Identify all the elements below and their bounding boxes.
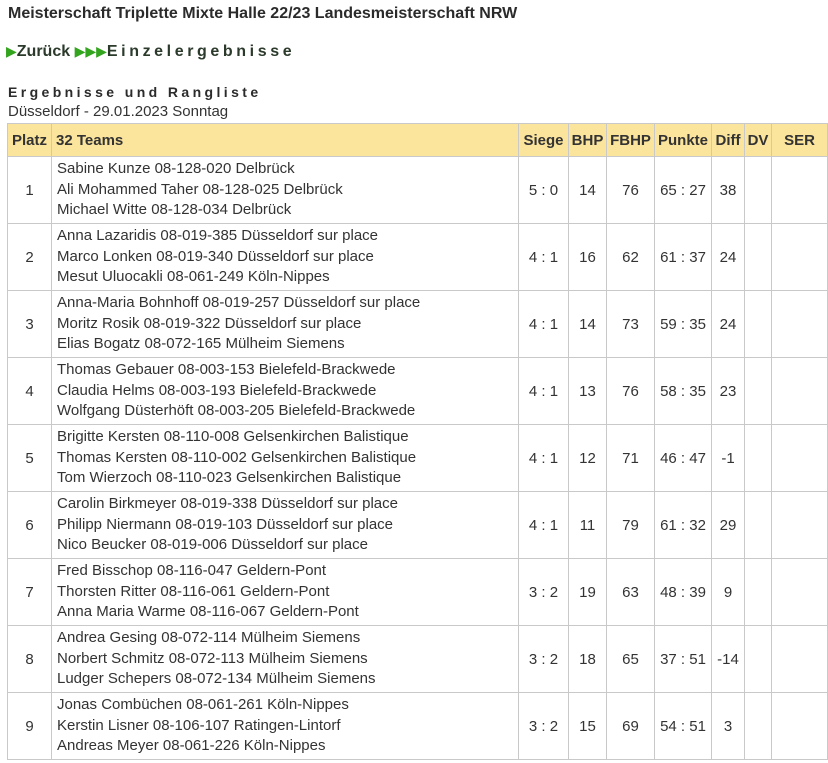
- player-entry: Anna Maria Warme 08-116-067 Geldern-Pont: [57, 603, 359, 621]
- cell-ser: [772, 693, 828, 760]
- cell-ser: [772, 291, 828, 358]
- cell-punkte: 61 : 37: [655, 224, 712, 291]
- header-bhp[interactable]: BHP: [569, 124, 607, 157]
- cell-bhp: 14: [569, 157, 607, 224]
- player-entry: Kerstin Lisner 08-106-107 Ratingen-Lintorf: [57, 716, 341, 734]
- cell-players: [52, 157, 519, 224]
- player-entry: Carolin Birkmeyer 08-019-338 Düsseldorf sur place: [57, 495, 398, 513]
- cell-diff: 24: [712, 291, 745, 358]
- cell-players: [52, 291, 519, 358]
- player-entry: Moritz Rosik 08-019-322 Düsseldorf sur place: [57, 314, 362, 332]
- table-row: [8, 626, 828, 693]
- cell-diff: -14: [712, 626, 745, 693]
- header-dv[interactable]: DV: [745, 124, 772, 157]
- cell-punkte: 54 : 51: [655, 693, 712, 760]
- player-entry: Nico Beucker 08-019-006 Düsseldorf sur place: [57, 536, 368, 554]
- player-entry: Fred Bisschop 08-116-047 Geldern-Pont: [57, 562, 327, 580]
- cell-punkte: 59 : 35: [655, 291, 712, 358]
- cell-platz: 5: [8, 425, 52, 492]
- player-entry: Jonas Combüchen 08-061-261 Köln-Nippes: [57, 696, 349, 714]
- cell-siege: 4 : 1: [519, 224, 569, 291]
- cell-punkte: 37 : 51: [655, 626, 712, 693]
- cell-fbhp: 63: [607, 559, 655, 626]
- player-entry: Ali Mohammed Taher 08-128-025 Delbrück: [57, 180, 343, 198]
- page-title: Meisterschaft Triplette Mixte Halle 22/23 Landesmeisterschaft NRW: [8, 5, 518, 22]
- player-entry: Michael Witte 08-128-034 Delbrück: [57, 201, 292, 219]
- cell-platz: 4: [8, 358, 52, 425]
- cell-dv: [745, 157, 772, 224]
- player-entry: Thomas Kersten 08-110-002 Gelsenkirchen Balistique: [57, 448, 417, 466]
- cell-siege: 4 : 1: [519, 492, 569, 559]
- cell-players: [52, 559, 519, 626]
- cell-diff: 29: [712, 492, 745, 559]
- table-header-row: [8, 124, 828, 157]
- cell-ser: [772, 358, 828, 425]
- table-row: [8, 157, 828, 224]
- cell-ser: [772, 559, 828, 626]
- player-entry: Tom Wierzoch 08-110-023 Gelsenkirchen Balistique: [57, 469, 402, 487]
- header-ser[interactable]: SER: [772, 124, 828, 157]
- cell-fbhp: 76: [607, 157, 655, 224]
- play-arrow-icon: ▶: [6, 43, 17, 59]
- venue-date: Düsseldorf - 29.01.2023 Sonntag: [8, 103, 229, 120]
- cell-diff: 24: [712, 224, 745, 291]
- player-entry: Sabine Kunze 08-128-020 Delbrück: [57, 160, 295, 178]
- cell-ser: [772, 157, 828, 224]
- header-teams[interactable]: 32 Teams: [52, 124, 519, 157]
- cell-punkte: 65 : 27: [655, 157, 712, 224]
- cell-siege: 4 : 1: [519, 291, 569, 358]
- cell-platz: 1: [8, 157, 52, 224]
- cell-ser: [772, 492, 828, 559]
- header-siege[interactable]: Siege: [519, 124, 569, 157]
- cell-dv: [745, 291, 772, 358]
- table-row: [8, 693, 828, 760]
- cell-platz: 6: [8, 492, 52, 559]
- player-entry: Wolfgang Düsterhöft 08-003-205 Bielefeld-Brackwede: [57, 402, 416, 420]
- player-entry: Mesut Uluocakli 08-061-249 Köln-Nippes: [57, 268, 330, 286]
- cell-diff: 23: [712, 358, 745, 425]
- cell-bhp: 13: [569, 358, 607, 425]
- cell-players: [52, 358, 519, 425]
- cell-dv: [745, 559, 772, 626]
- cell-players: [52, 693, 519, 760]
- cell-platz: 8: [8, 626, 52, 693]
- cell-diff: -1: [712, 425, 745, 492]
- cell-players: [52, 626, 519, 693]
- cell-siege: 3 : 2: [519, 559, 569, 626]
- cell-bhp: 19: [569, 559, 607, 626]
- cell-platz: 7: [8, 559, 52, 626]
- cell-bhp: 11: [569, 492, 607, 559]
- cell-diff: 3: [712, 693, 745, 760]
- cell-players: [52, 224, 519, 291]
- cell-siege: 5 : 0: [519, 157, 569, 224]
- ranking-table: [7, 123, 828, 760]
- player-entry: Elias Bogatz 08-072-165 Mülheim Siemens: [57, 335, 345, 353]
- cell-dv: [745, 693, 772, 760]
- cell-punkte: 58 : 35: [655, 358, 712, 425]
- cell-fbhp: 69: [607, 693, 655, 760]
- cell-punkte: 61 : 32: [655, 492, 712, 559]
- cell-dv: [745, 425, 772, 492]
- cell-bhp: 16: [569, 224, 607, 291]
- single-results-link[interactable]: Einzelergebnisse: [106, 43, 296, 60]
- cell-bhp: 14: [569, 291, 607, 358]
- cell-ser: [772, 626, 828, 693]
- player-entry: Andrea Gesing 08-072-114 Mülheim Siemens: [57, 629, 361, 647]
- player-entry: Andreas Meyer 08-061-226 Köln-Nippes: [57, 737, 326, 755]
- cell-fbhp: 65: [607, 626, 655, 693]
- table-row: [8, 492, 828, 559]
- cell-fbhp: 73: [607, 291, 655, 358]
- cell-platz: 3: [8, 291, 52, 358]
- cell-punkte: 46 : 47: [655, 425, 712, 492]
- cell-dv: [745, 626, 772, 693]
- player-entry: Norbert Schmitz 08-072-113 Mülheim Siemens: [57, 649, 368, 667]
- player-entry: Ludger Schepers 08-072-134 Mülheim Siemens: [57, 670, 376, 688]
- cell-players: [52, 425, 519, 492]
- player-entry: Thomas Gebauer 08-003-153 Bielefeld-Brackwede: [57, 361, 396, 379]
- player-entry: Anna-Maria Bohnhoff 08-019-257 Düsseldorf sur place: [57, 294, 421, 312]
- header-platz[interactable]: Platz: [8, 124, 52, 157]
- cell-fbhp: 79: [607, 492, 655, 559]
- header-diff[interactable]: Diff: [712, 124, 745, 157]
- table-row: [8, 358, 828, 425]
- cell-ser: [772, 224, 828, 291]
- cell-punkte: 48 : 39: [655, 559, 712, 626]
- table-row: [8, 224, 828, 291]
- triple-arrow-icon: ▶▶▶: [74, 43, 107, 59]
- cell-bhp: 18: [569, 626, 607, 693]
- cell-fbhp: 76: [607, 358, 655, 425]
- cell-siege: 3 : 2: [519, 693, 569, 760]
- cell-platz: 2: [8, 224, 52, 291]
- player-entry: Marco Lonken 08-019-340 Düsseldorf sur place: [57, 247, 374, 265]
- cell-dv: [745, 492, 772, 559]
- back-link[interactable]: Zurück: [16, 43, 71, 60]
- player-entry: Philipp Niermann 08-019-103 Düsseldorf sur place: [57, 515, 394, 533]
- cell-dv: [745, 224, 772, 291]
- cell-dv: [745, 358, 772, 425]
- table-row: [8, 291, 828, 358]
- cell-siege: 3 : 2: [519, 626, 569, 693]
- player-entry: Thorsten Ritter 08-116-061 Geldern-Pont: [57, 582, 330, 600]
- ranking-table-container: [7, 123, 815, 763]
- nav-bar: [6, 43, 295, 61]
- cell-platz: 9: [8, 693, 52, 760]
- cell-siege: 4 : 1: [519, 358, 569, 425]
- cell-siege: 4 : 1: [519, 425, 569, 492]
- table-row: [8, 425, 828, 492]
- section-title: Ergebnisse und Rangliste: [8, 84, 262, 100]
- cell-fbhp: 62: [607, 224, 655, 291]
- header-fbhp[interactable]: FBHP: [607, 124, 655, 157]
- table-row: [8, 559, 828, 626]
- cell-bhp: 15: [569, 693, 607, 760]
- cell-diff: 9: [712, 559, 745, 626]
- player-entry: Anna Lazaridis 08-019-385 Düsseldorf sur place: [57, 227, 379, 245]
- cell-fbhp: 71: [607, 425, 655, 492]
- player-entry: Claudia Helms 08-003-193 Bielefeld-Brackwede: [57, 381, 377, 399]
- cell-diff: 38: [712, 157, 745, 224]
- player-entry: Brigitte Kersten 08-110-008 Gelsenkirchen Balistique: [57, 428, 409, 446]
- cell-players: [52, 492, 519, 559]
- cell-ser: [772, 425, 828, 492]
- header-punkte[interactable]: Punkte: [655, 124, 712, 157]
- cell-bhp: 12: [569, 425, 607, 492]
